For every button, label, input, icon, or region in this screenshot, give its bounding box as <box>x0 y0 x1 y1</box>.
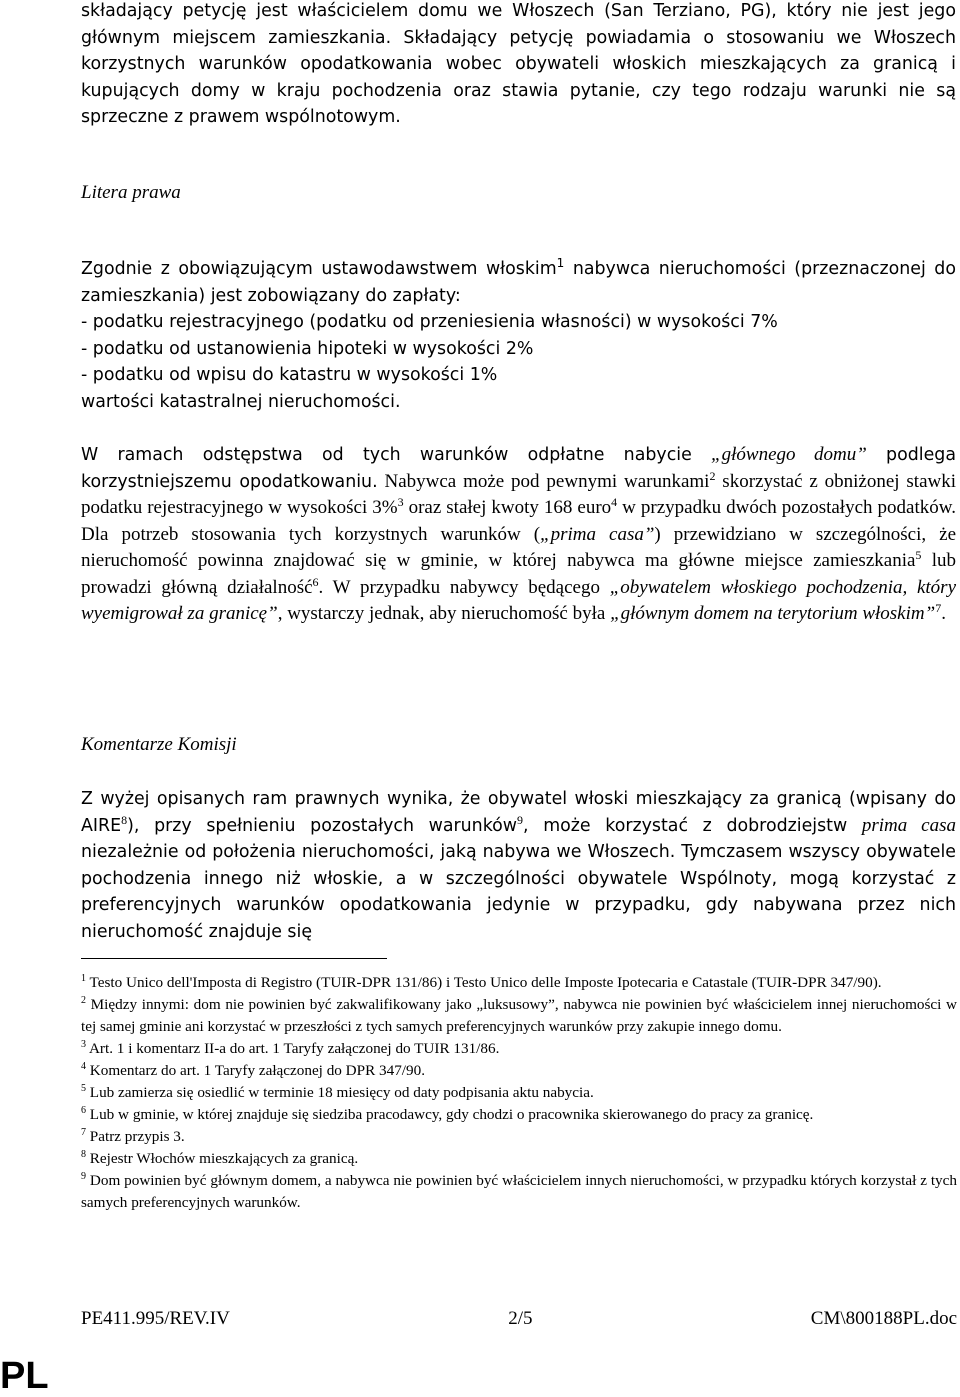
law-p1-text-cont: nabywca nieruchomości (przeznaczonej do zamieszkania) jest zobowiązany do zapłaty: <box>81 259 956 306</box>
language-code: PL <box>0 1355 49 1397</box>
footnote-5: $^5$ Lub zamierza się osiedlić w terminie 18 miesięcy od daty podpisania aktu nabycia. <box>81 1083 594 1101</box>
law-item-3: - podatku od wpisu do katastru w wysokości 1% <box>81 365 498 385</box>
footnote-4: $^4$ Komentarz do art. 1 Taryfy załączonej do DPR 347/90. <box>81 1061 426 1079</box>
footnote-6: $^6$ Lub w gminie, w której znajduje się siedziba pracodawcy, gdy chodzi o pracownika skierowanego do pracy za granicę. <box>81 1105 814 1123</box>
footnote-9: $^9$ Dom powinien być głównym domem, a nabywca nie powinien być właścicielem innych nieruchomości, w przypadku których korzystał z tych samych preferencyjnych warunków. <box>81 1171 957 1211</box>
footnote-2: $^2$ Między innymi: dom nie powinien być zakwalifikowany jako „luksusowy”, nabywca nie powinien być właścicielem innej nieruchomości w tej samej gminie ani korzystać w przeszłości z tych samych preferencyjnych warunków przy zakupie innego domu. <box>81 995 957 1035</box>
quote-prima-casa-2: prima casa <box>861 814 956 836</box>
footnote-3: $^3$ Art. 1 i komentarz II-a do art. 1 Taryfy załączonej do TUIR 131/86. <box>81 1039 500 1057</box>
footnote-ref-6: 6 <box>312 574 319 589</box>
footnote-ref-4: 4 <box>611 495 618 509</box>
section-heading-commission: Komentarze Komisji <box>81 734 237 755</box>
footer-doc-ref: PE411.995/REV.IV <box>81 1308 230 1329</box>
law-paragraph-1 <box>81 256 956 415</box>
law-item-1: - podatku rejestracyjnego (podatku od przeniesienia własności) w wysokości 7% <box>81 312 778 332</box>
quote-obywatel: „obywatelem włoskiego pochodzenia, który wyemigrował za granicę” <box>81 576 956 624</box>
law-paragraph-2: W ramach odstępstwa od tych warunków odpłatne nabycie „głównego domu” podlega korzystniejszemu opodatkowaniu. Nabywca może pod pewnymi warunkami$^2$ skorzystać z obniżonej stawki podatku rejestracyjnego w wysokości 3%$^3$ oraz stałej kwoty 168 euro$^4$ w przypadku dwóch pozostałych podatków. Dla potrzeb stosowania tych korzystnych warunków („prima casa”) przewidziano w szczególności, że nieruchomość powinna znajdować się w gminie, w której nabywca ma główne miejsce zamieszkania$^5$ lub prowadzi główną działalność$^6$. W przypadku nabywcy będącego „obywatelem włoskiego pochodzenia, który wyemigrował za granicę”, wystarczy jednak, aby nieruchomość była „głównym domem na terytorium włoskim”$^7$. <box>81 444 957 624</box>
commission-paragraph: Z wyżej opisanych ram prawnych wynika, że obywatel włoski mieszkający za granicą (wpisany do AIRE$^8$), przy spełnieniu pozostałych warunków$^9$, może korzystać z dobrodziejstw prima casa niezależnie od położenia nieruchomości, jaką nabywa we Włoszech. Tymczasem wszyscy obywatele pochodzenia innego niż włoskie, a w szczególności obywatele Wspólnoty, mogą korzystać z preferencyjnych warunków opodatkowania jedynie w przypadku, gdy nabywana przez nich nieruchomość znajduje się <box>81 789 956 942</box>
intro-paragraph: składający petycję jest właścicielem domu we Włoszech (San Terziano, PG), który nie jest jego głównym miejscem zamieszkania. Składający petycję powiadamia o stosowaniu we Włoszech korzystnych warunków opodatkowania wobec obywateli włoskich mieszkających za granicą i kupujących domy w kraju pochodzenia oraz stawia pytanie, czy tego rodzaju warunki nie są sprzeczne z prawem wspólnotowym. <box>81 1 956 127</box>
footnote-ref-8: 8 <box>121 812 128 827</box>
quote-glownym-domem: „głównym domem na terytorium włoskim” <box>610 603 936 624</box>
law-item-4: wartości katastralnej nieruchomości. <box>81 391 401 412</box>
quote-prima-casa: „prima casa” <box>540 523 655 545</box>
footnote-7: $^7$ Patrz przypis 3. <box>81 1127 185 1145</box>
page-footer <box>81 1308 957 1332</box>
quote-glownego-domu: „głównego domu” <box>711 444 867 465</box>
section-heading-law: Litera prawa <box>81 182 181 203</box>
footnotes <box>81 972 957 1214</box>
footnote-separator <box>81 958 387 959</box>
footnote-1: $^1$ Testo Unico dell'Imposta di Registro (TUIR-DPR 131/86) i Testo Unico delle Imposte Ipotecaria e Catastale (TUIR-DPR 347/90). <box>81 973 882 991</box>
footnote-ref-7: 7 <box>935 601 942 615</box>
law-item-2: - podatku od ustanowienia hipoteki w wysokości 2% <box>81 338 534 359</box>
footnote-ref-9: 9 <box>517 812 524 827</box>
footnote-ref-3: 3 <box>397 495 404 509</box>
footnote-ref-5: 5 <box>915 548 922 562</box>
footnote-ref-1: 1 <box>556 256 565 270</box>
law-p1-text: Zgodnie z obowiązującym ustawodawstwem włoskim <box>81 259 557 279</box>
footnote-ref-2: 2 <box>709 468 716 483</box>
footer-page-number: 2/5 <box>508 1308 533 1329</box>
footnote-8: $^8$ Rejestr Włochów mieszkających za granicą. <box>81 1149 359 1167</box>
footer-file-name: CM\800188PL.doc <box>810 1308 957 1329</box>
